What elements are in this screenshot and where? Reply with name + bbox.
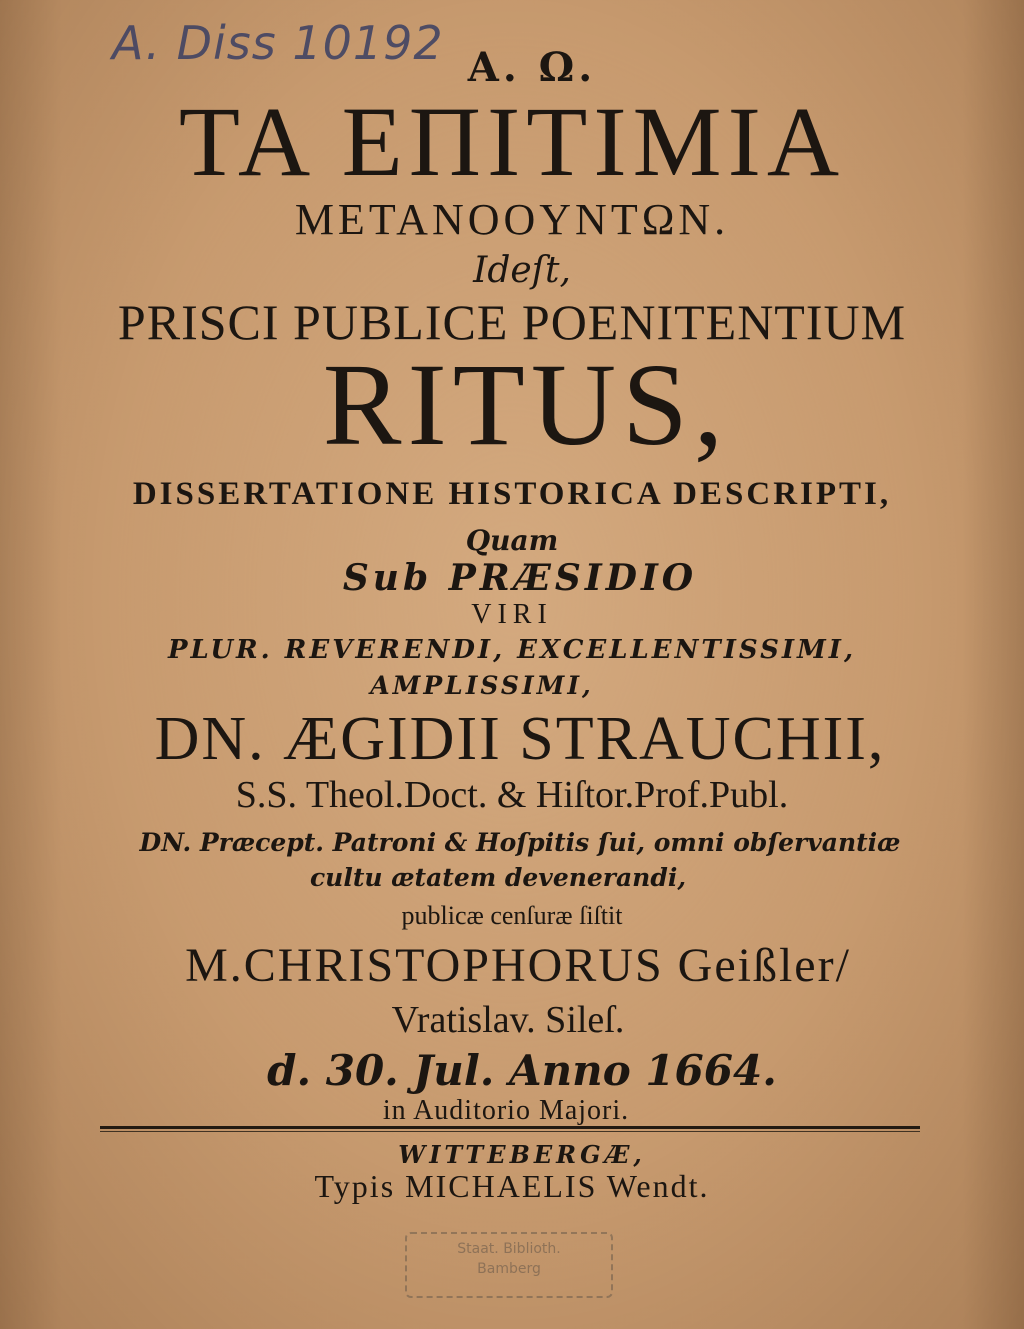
respondent-origin: Vratislav. Sileſ. [391, 999, 625, 1041]
latin-subtitle: PRISCI PUBLICE POENITENTIUM [117, 294, 907, 350]
divider-rule-thin [100, 1131, 920, 1132]
viri-text: VIRI [471, 599, 553, 630]
alpha-omega-heading: A. Ω. [467, 44, 597, 91]
dedication-line-2: cultu ætatem devenerandi, [309, 863, 687, 892]
disputation-date: d. 30. Jul. Anno 1664. [267, 1046, 777, 1095]
library-stamp-text: Staat. Biblioth. Bamberg [457, 1241, 561, 1277]
shelfmark-handwriting: A. Diss 10192 [112, 16, 444, 70]
quam-text: Quam [465, 524, 559, 557]
divider-rule [100, 1126, 920, 1129]
publicae-text: publicæ cenſuræ ſiſtit [401, 901, 623, 930]
imprint-printer: Typis MICHAELIS Wendt. [314, 1168, 710, 1204]
main-title-ritus: RITUS, [322, 339, 730, 470]
library-stamp [405, 1232, 613, 1298]
greek-subtitle: METANOOYNTΩN. [294, 195, 730, 244]
amplissimi-text: AMPLISSIMI, [370, 671, 594, 700]
greek-title: TA ЕПІТІМІA [178, 86, 846, 197]
dedication-line-1: DN. Præcept. Patroni & Hoſpitis ſui, omni obſervantiæ [139, 828, 901, 857]
respondent-name: M.CHRISTOPHORUS Geißler/ [185, 939, 851, 992]
sub-praesidio-text: Sub PRÆSIDIO [342, 557, 698, 599]
honorifics-line: PLUR. REVERENDI, EXCELLENTISSIMI, [167, 635, 857, 665]
idest-text: Ideſt, [473, 250, 571, 291]
imprint-place: WITTEBERGÆ, [398, 1140, 646, 1169]
dissertation-line: DISSERTATIONE HISTORICA DESCRIPTI, [132, 476, 892, 512]
presider-name: DN. ÆGIDII STRAUCHII, [154, 705, 886, 773]
location-text: in Auditorio Majori. [382, 1095, 630, 1126]
presider-titles: S.S. Theol.Doct. & Hiſtor.Prof.Publ. [235, 774, 789, 816]
